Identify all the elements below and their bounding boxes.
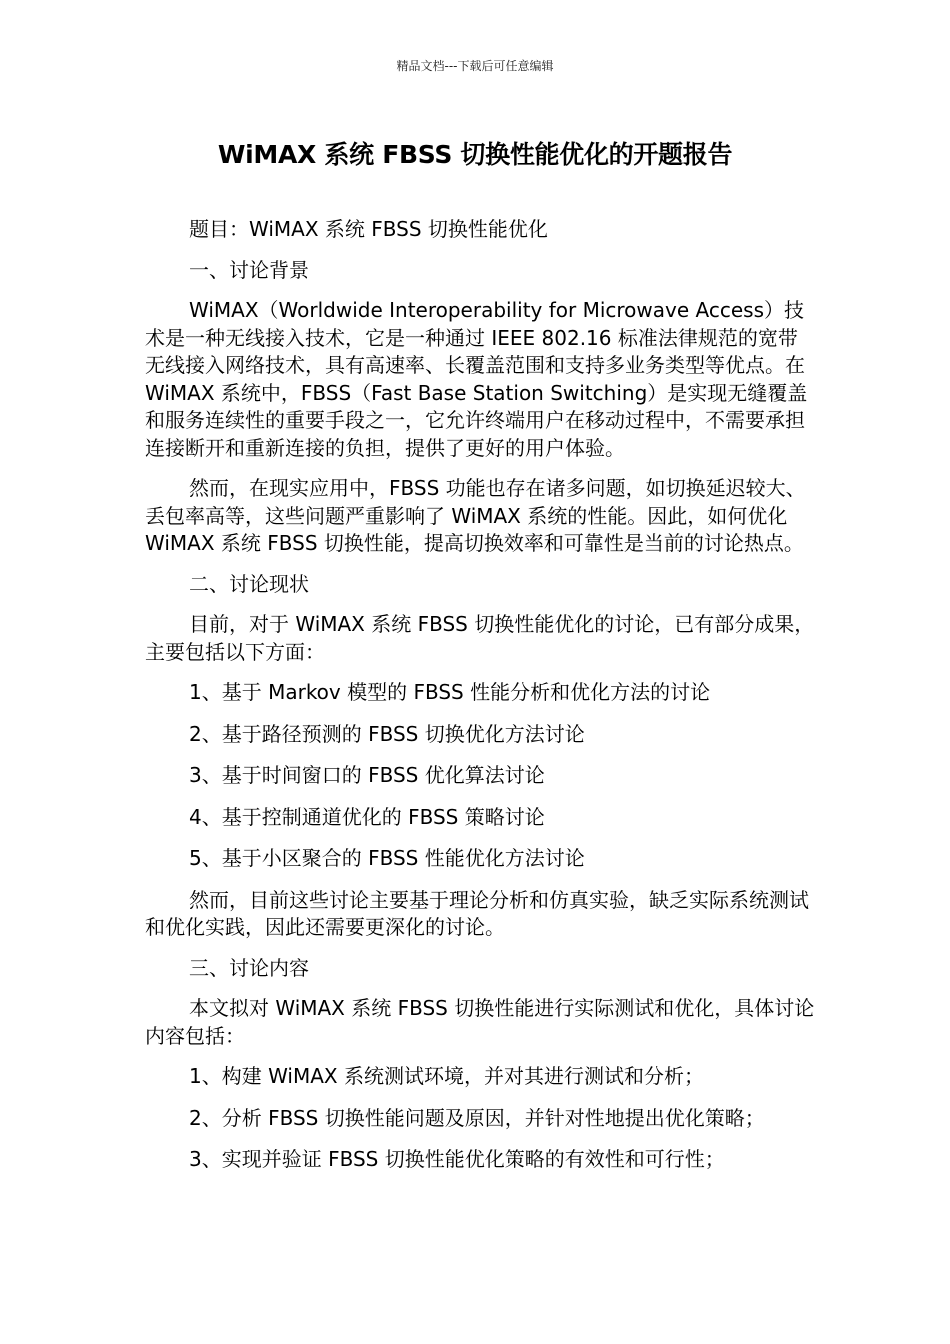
status-list-item: 1、基于 Markov 模型的 FBSS 性能分析和优化方法的讨论 bbox=[189, 680, 711, 704]
background-paragraph-1: WiMAX（Worldwide Interoperability for Microwave Access）技术是一种无线接入技术，它是一种通过 IEEE 802.16 标准法律规范的宽带无线接入网络技术，具有高速率、长覆盖范围和支持多业务类型等优点。在 WiMAX 系统中，FBSS（Fast Base Station Switching）是实现无缝覆盖和服务连续性的重要手段之一，它允许终端用户在移动过程中，不需要承担连接断开和重新连接的负担，提供了更好的用户体验。 bbox=[145, 298, 808, 460]
status-list-item: 5、基于小区聚合的 FBSS 性能优化方法讨论 bbox=[189, 846, 585, 870]
section-heading-content: 三、讨论内容 bbox=[189, 955, 309, 980]
status-list-item: 3、基于时间窗口的 FBSS 优化算法讨论 bbox=[189, 763, 545, 787]
header-note: 精品文档---下载后可任意编辑 bbox=[396, 59, 554, 73]
status-list-item: 2、基于路径预测的 FBSS 切换优化方法讨论 bbox=[189, 721, 585, 746]
section-heading-status: 二、讨论现状 bbox=[189, 571, 309, 596]
content-list-item: 3、实现并验证 FBSS 切换性能优化策略的有效性和可行性； bbox=[189, 1147, 725, 1171]
status-list-item: 4、基于控制通道优化的 FBSS 策略讨论 bbox=[189, 804, 545, 829]
subject-line: 题目：WiMAX 系统 FBSS 切换性能优化 bbox=[189, 217, 548, 241]
content-intro-paragraph: 本文拟对 WiMAX 系统 FBSS 切换性能进行实际测试和优化，具体讨论内容包括： bbox=[145, 996, 815, 1048]
content-list-item: 1、构建 WiMAX 系统测试环境，并对其进行测试和分析； bbox=[189, 1064, 704, 1088]
content-list-item: 2、分析 FBSS 切换性能问题及原因，并针对性地提出优化策略； bbox=[189, 1105, 765, 1130]
document-title: WiMAX 系统 FBSS 切换性能优化的开题报告 bbox=[217, 140, 733, 169]
status-conclusion-paragraph: 然而，目前这些讨论主要基于理论分析和仿真实验，缺乏实际系统测试和优化实践，因此还需要更深化的讨论。 bbox=[145, 887, 809, 939]
status-intro-paragraph: 目前，对于 WiMAX 系统 FBSS 切换性能优化的讨论，已有部分成果，主要包括以下方面： bbox=[145, 612, 815, 664]
background-paragraph-2: 然而，在现实应用中，FBSS 功能也存在诸多问题，如切换延迟较大、丢包率高等，这些问题严重影响了 WiMAX 系统的性能。因此，如何优化 WiMAX 系统 FBSS 切换性能，提高切换效率和可靠性是当前的讨论热点。 bbox=[145, 476, 806, 555]
document-body bbox=[145, 216, 817, 1188]
section-heading-background: 一、讨论背景 bbox=[189, 257, 309, 282]
